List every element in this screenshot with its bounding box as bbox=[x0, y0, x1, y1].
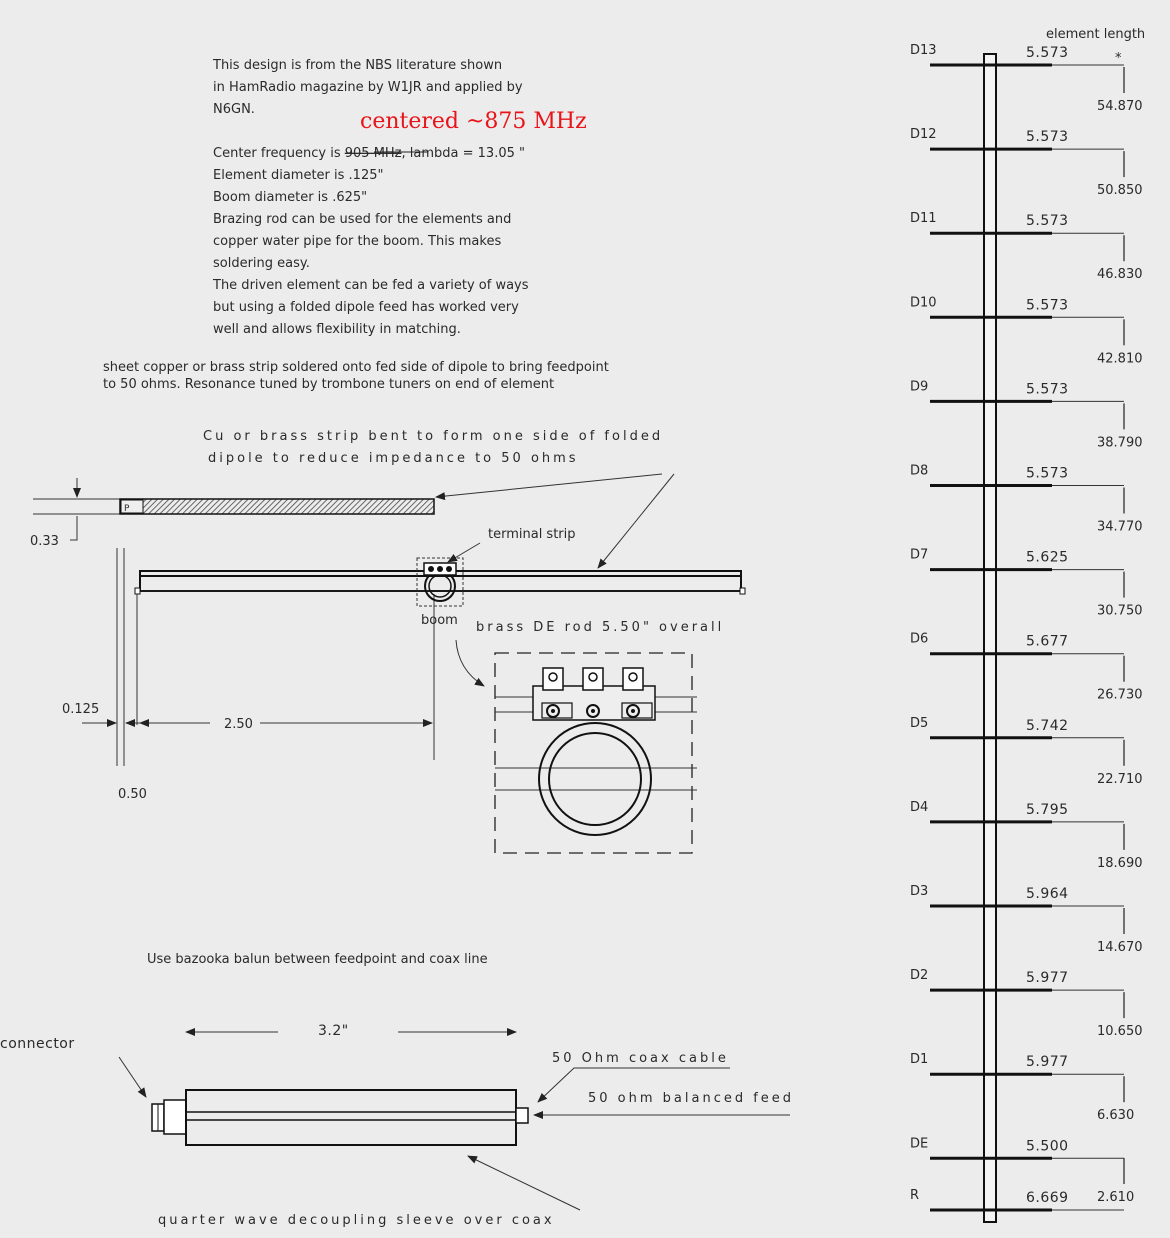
element-length: 5.573 bbox=[1026, 465, 1069, 482]
element-diameter-line: Element diameter is .125" bbox=[213, 168, 384, 183]
element-spacing: 2.610 bbox=[1097, 1190, 1135, 1205]
element-name: DE bbox=[910, 1136, 929, 1152]
red-handwritten-annotation: centered ~875 MHz bbox=[360, 109, 587, 134]
yagi-element-r bbox=[910, 1158, 1134, 1210]
strip-thickness-dimension: 0.33 bbox=[30, 534, 59, 549]
sheet-note-line-2: to 50 ohms. Resonance tuned by trombone tuners on end of element bbox=[103, 377, 555, 392]
intro-line-2: in HamRadio magazine by W1JR and applied by bbox=[213, 80, 523, 95]
center-frequency-struck: 905 MHz bbox=[344, 146, 402, 161]
element-length: 5.964 bbox=[1026, 886, 1069, 902]
driven-line-1: The driven element can be fed a variety of ways bbox=[213, 278, 529, 293]
sleeve-label: quarter wave decoupling sleeve over coax bbox=[158, 1213, 555, 1228]
element-length-header: element length bbox=[1046, 27, 1146, 42]
element-name: D5 bbox=[910, 715, 929, 731]
brazing-line-1: Brazing rod can be used for the elements and bbox=[213, 212, 512, 227]
yagi-boom bbox=[984, 54, 996, 1222]
dimension-leader-bottom bbox=[70, 516, 77, 540]
yagi-element-d7 bbox=[910, 548, 1143, 619]
strip-note-line-2: dipole to reduce impedance to 50 ohms bbox=[208, 451, 579, 466]
element-name: D9 bbox=[910, 379, 929, 395]
half-length-dimension: 2.50 bbox=[224, 717, 253, 732]
element-length: 6.669 bbox=[1026, 1190, 1069, 1206]
element-spacing: 46.830 bbox=[1097, 267, 1143, 283]
dipole-pointer-arrow bbox=[598, 474, 674, 568]
yagi-element-d4 bbox=[910, 800, 1143, 871]
boom-section-inner bbox=[429, 575, 451, 597]
center-frequency-prefix: Center frequency is bbox=[213, 146, 345, 161]
yagi-element-d6 bbox=[910, 632, 1143, 703]
sleeve-arrow bbox=[468, 1156, 580, 1210]
element-spacing: 54.870 bbox=[1097, 99, 1143, 114]
strip-note bbox=[203, 429, 663, 466]
copper-strip-hatched bbox=[120, 499, 434, 514]
offset-dimension: 0.50 bbox=[118, 787, 147, 802]
balun-length-dimension: 3.2" bbox=[318, 1023, 349, 1039]
element-name: D4 bbox=[910, 799, 929, 815]
element-spacing: 18.690 bbox=[1097, 855, 1143, 871]
folded-dipole-side-view bbox=[117, 527, 745, 766]
element-name: D6 bbox=[910, 631, 929, 647]
brazing-line-2: copper water pipe for the boom. This makes bbox=[213, 234, 502, 249]
element-name: D8 bbox=[910, 463, 929, 479]
detail-callout-arrow bbox=[456, 640, 484, 686]
yagi-element-d1 bbox=[910, 1052, 1134, 1123]
coax-cable-label: 50 Ohm coax cable bbox=[552, 1051, 729, 1066]
strip-pointer-arrow bbox=[436, 474, 662, 497]
balanced-feed-label: 50 ohm balanced feed bbox=[588, 1091, 795, 1106]
feedpoint-stub bbox=[516, 1108, 528, 1123]
strip-detail bbox=[30, 478, 434, 549]
element-name: D7 bbox=[910, 547, 929, 563]
element-length: 5.742 bbox=[1026, 717, 1069, 734]
element-spacing: 50.850 bbox=[1097, 183, 1143, 199]
strip-end-mark: P bbox=[124, 504, 130, 514]
balun-title: Use bazooka balun between feedpoint and coax line bbox=[147, 952, 488, 967]
yagi-element-d5 bbox=[910, 716, 1143, 787]
yagi-elements-group bbox=[910, 43, 1143, 1210]
element-spacing: 26.730 bbox=[1097, 687, 1143, 703]
element-length: 5.573 bbox=[1026, 213, 1069, 230]
sheet-note-line-1: sheet copper or brass strip soldered onto fed side of dipole to bring feedpoint bbox=[103, 360, 609, 375]
brazing-line-3: soldering easy. bbox=[213, 256, 310, 271]
element-length: 5.573 bbox=[1026, 297, 1069, 314]
element-spacing: 42.810 bbox=[1097, 351, 1143, 367]
intro-line-1: This design is from the NBS literature shown bbox=[213, 58, 503, 73]
element-name: D2 bbox=[910, 968, 929, 984]
yagi-element-d11 bbox=[910, 211, 1143, 282]
element-spacing: 34.770 bbox=[1097, 519, 1143, 535]
decoupling-sleeve bbox=[186, 1090, 516, 1145]
driven-line-3: well and allows flexibility in matching. bbox=[213, 322, 461, 337]
center-frequency-suffix: , lambda = 13.05 " bbox=[401, 146, 525, 161]
element-spacing: 38.790 bbox=[1097, 435, 1143, 451]
element-name: R bbox=[910, 1188, 920, 1203]
element-length: 5.677 bbox=[1026, 633, 1069, 650]
element-spacing: 22.710 bbox=[1097, 771, 1143, 787]
element-name: D12 bbox=[910, 127, 937, 143]
driven-line-2: but using a folded dipole feed has worked very bbox=[213, 300, 519, 315]
element-name: D3 bbox=[910, 884, 929, 899]
yagi-element-d10 bbox=[910, 295, 1143, 366]
yagi-element-layout bbox=[910, 27, 1145, 1222]
balun-drawing bbox=[0, 1023, 794, 1228]
element-spacing: 30.750 bbox=[1097, 603, 1143, 619]
element-name: D10 bbox=[910, 295, 937, 311]
terminal-detail-enlarged bbox=[495, 653, 697, 853]
intro-line-3: N6GN. bbox=[213, 102, 255, 117]
element-name: D1 bbox=[910, 1052, 929, 1068]
yagi-element-d9 bbox=[910, 379, 1143, 450]
element-spacing: 10.650 bbox=[1097, 1024, 1143, 1040]
element-length: 5.795 bbox=[1026, 801, 1069, 818]
brass-de-rod-label: brass DE rod 5.50" overall bbox=[476, 620, 725, 635]
center-frequency-line bbox=[213, 146, 525, 161]
element-name: D13 bbox=[910, 43, 937, 58]
element-length: 5.977 bbox=[1026, 970, 1069, 987]
boom-label: boom bbox=[421, 613, 458, 628]
element-length: 5.573 bbox=[1026, 45, 1069, 61]
connector-label: connector bbox=[0, 1036, 75, 1052]
element-length: 5.573 bbox=[1026, 129, 1069, 146]
sheet-copper-note bbox=[103, 360, 609, 392]
yagi-element-d3 bbox=[910, 884, 1143, 955]
element-length: 5.573 bbox=[1026, 381, 1069, 398]
yagi-element-d8 bbox=[910, 464, 1143, 535]
element-length: 5.625 bbox=[1026, 549, 1069, 566]
strip-note-line-1: Cu or brass strip bent to form one side of folded bbox=[203, 429, 664, 444]
element-spacing: 6.630 bbox=[1097, 1108, 1135, 1124]
element-length-asterisk: * bbox=[1115, 51, 1122, 66]
boom-diameter-line: Boom diameter is .625" bbox=[213, 190, 368, 205]
spec-text bbox=[212, 146, 529, 337]
connector-flange bbox=[164, 1100, 186, 1134]
element-length: 5.500 bbox=[1026, 1138, 1069, 1155]
rod-diameter-dimension: 0.125 bbox=[62, 702, 100, 717]
terminal-strip-label: terminal strip bbox=[488, 527, 576, 542]
boom-detail-inner bbox=[549, 733, 641, 825]
yagi-element-d13 bbox=[910, 43, 1143, 114]
connector-arrow bbox=[119, 1057, 146, 1097]
boom-detail-outer bbox=[539, 723, 651, 835]
yagi-element-d2 bbox=[910, 968, 1143, 1039]
terminal-strip-arrow bbox=[448, 543, 480, 562]
element-name: D11 bbox=[910, 211, 937, 227]
element-length: 5.977 bbox=[1026, 1054, 1069, 1071]
yagi-element-de bbox=[910, 1136, 1124, 1158]
yagi-element-d12 bbox=[910, 127, 1143, 198]
element-spacing: 14.670 bbox=[1097, 940, 1143, 955]
